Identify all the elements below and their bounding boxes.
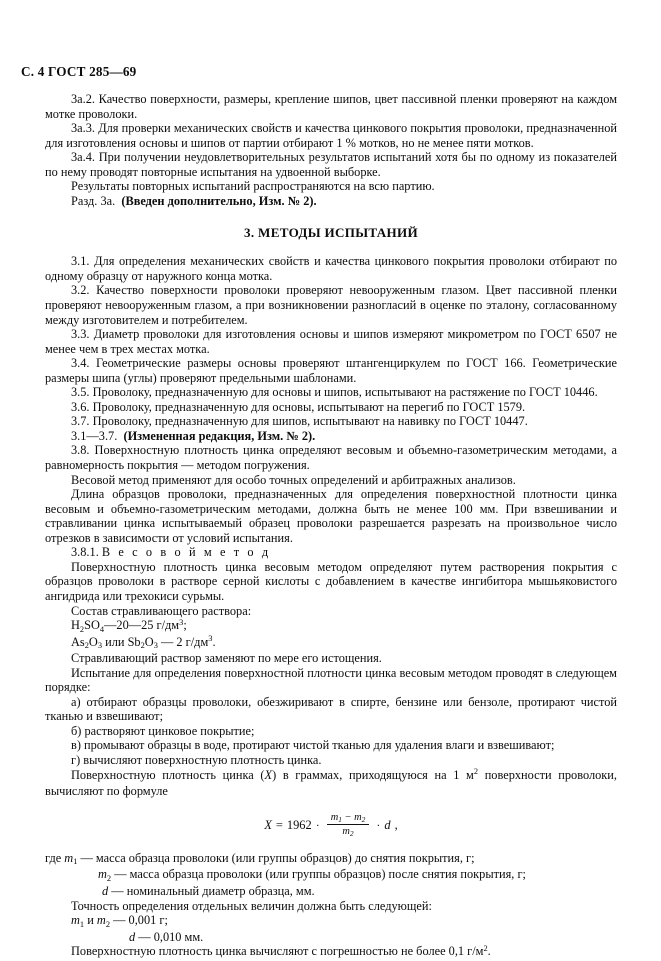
definition-m1-sub: 1 <box>73 857 78 867</box>
numerator-m1-sub: 1 <box>338 814 342 824</box>
paragraph-sample-length: Длина образцов проволоки, предназначенных для определения поверхностной плотности цинка весовым и объемно-газометрическим методами, должна быть не менее 100 мм. При взвешивании и стравливании цинка испытываемый образец проволоки разрешается разрезать на произвольное число отрезков в зависимости от условий испытания. <box>45 487 617 545</box>
chem2-a-prefix: As <box>71 634 85 649</box>
revision-note: (Измененная редакция, Изм. № 2). <box>123 428 316 443</box>
paragraph-3-7: 3.7. Проволоку, предназначенную для шипов, испытывают на навивку по ГОСТ 10447. <box>71 414 528 429</box>
denominator-sub: 2 <box>349 829 354 839</box>
definition-m2-var: m <box>98 867 107 882</box>
accuracy-conjunction: и <box>84 913 97 928</box>
definition-m1 <box>45 851 617 868</box>
paragraph-3-1: 3.1. Для определения механических свойств и качества цинкового покрытия проволоки отбирают по одному образцу от наружного конца мотка. <box>45 254 617 283</box>
paragraph-repeat-results: Результаты повторных испытаний распространяются на всю партию. <box>71 179 435 194</box>
chem1-prefix: H <box>71 618 80 633</box>
formula-comma: , <box>394 817 398 832</box>
list-item: в) промывают образцы в воде, протирают чистой тканью для удаления влаги и взвешивают; <box>71 738 555 753</box>
chem2-b-sub1: 2 <box>140 641 145 651</box>
paragraph-3a3: 3а.3. Для проверки механических свойств и качества цинкового покрытия проволоки, предназначенной для изготовления основы и шипов от партии отбирают 1 % мотков, но не менее пяти мотков. <box>45 121 617 150</box>
paragraph-3-3: 3.3. Диаметр проволоки для изготовления основы и шипов измеряют микрометром по ГОСТ 6507 не менее чем в трех местах мотка. <box>45 327 617 356</box>
definition-m2 <box>45 867 617 884</box>
formula-numerator <box>327 812 370 825</box>
formula-intro-variable: X <box>264 767 273 782</box>
formula-coefficient: 1962 <box>286 817 312 832</box>
page-header: С. 4 ГОСТ 285—69 <box>21 64 137 79</box>
chemical-formula-h2so4 <box>45 618 617 635</box>
accuracy-m1-m2 <box>45 913 617 930</box>
definition-m2-text: — масса образца проволоки (или группы образцов) после снятия покрытия, г; <box>111 867 526 882</box>
numerator-m2: m <box>354 811 362 823</box>
numerator-m2-sub: 2 <box>361 814 366 824</box>
accuracy-d-value: — 0,010 мм. <box>135 929 204 944</box>
paragraph-final-precision <box>45 944 617 961</box>
paragraph-3-2: 3.2. Качество поверхности проволоки проверяют невооруженным глазом. Цвет пассивной пленки проверяют невооруженным глазом, а при возникновении разногласий в оценке по эталону, согласованному между изготовителем и потребителем. <box>45 283 617 327</box>
paragraph-formula-intro <box>45 768 617 799</box>
chem2-a-sub2: 3 <box>97 641 103 651</box>
chem2-sup: 3 <box>208 634 213 644</box>
document-body <box>45 92 617 961</box>
paragraph-3-6: 3.6. Проволоку, предназначенную для основы, испытывают на перегиб по ГОСТ 1579. <box>71 399 526 414</box>
formula-intro-a: Поверхностную плотность цинка ( <box>71 767 265 782</box>
paragraph-solution-replacement: Стравливающий раствор заменяют по мере его истощения. <box>71 651 382 666</box>
formula-fraction <box>327 812 370 838</box>
definition-m1-text: — масса образца проволоки (или группы образцов) до снятия покрытия, г; <box>77 850 475 865</box>
formula-rhs-d: d <box>384 817 391 832</box>
subsection-number: 3.8.1. <box>71 545 99 560</box>
list-item: г) вычисляют поверхностную плотность цинка. <box>71 752 322 767</box>
chem2-b-mid: O <box>144 634 154 649</box>
accuracy-d <box>45 930 617 945</box>
accuracy-m1-sub: 1 <box>79 919 85 929</box>
final-text-a: Поверхностную плотность цинка вычисляют с погрешностью не более 0,1 г/м <box>71 944 484 959</box>
chem2-b-prefix: Sb <box>127 634 141 649</box>
chem1-sup: 3 <box>179 617 184 627</box>
paragraph-razd-3a-note <box>45 194 617 209</box>
where-prefix: где <box>45 850 65 865</box>
chem2-a-mid: O <box>88 634 98 649</box>
chem1-sub2: 4 <box>99 624 105 634</box>
paragraph-3-4: 3.4. Геометрические размеры основы проверяют штангенциркулем по ГОСТ 166. Геометрические размеры шипа (углы) проверяют предельными шаблонами. <box>45 356 617 385</box>
accuracy-m2-sub: 2 <box>105 919 110 929</box>
chem2-value: — 2 г/дм <box>157 634 209 649</box>
paragraph-solution-composition: Состав стравливающего раствора: <box>71 603 252 618</box>
definition-m2-sub: 2 <box>106 874 112 884</box>
chem2-tail: . <box>212 634 216 649</box>
numerator-minus: − <box>344 811 352 823</box>
section-heading-methods: 3. МЕТОДЫ ИСПЫТАНИЙ <box>244 225 418 241</box>
paragraph-3-5: 3.5. Проволоку, предназначенную для основы и шипов, испытывают на растяжение по ГОСТ 10446. <box>71 385 598 400</box>
definition-d <box>45 884 617 899</box>
definition-d-var: d <box>102 883 109 898</box>
display-formula-surface-density <box>45 812 617 838</box>
paragraph-3-8: 3.8. Поверхностную плотность цинка определяют весовым и объемно-газометрическим методами, а равномерность покрытия — методом погружения. <box>45 443 617 473</box>
list-item: б) растворяют цинковое покрытие; <box>71 723 255 738</box>
chem2-conj: или <box>102 634 128 649</box>
formula-dot-1: · <box>315 817 320 832</box>
paragraph-accuracy-intro: Точность определения отдельных величин должна быть следующей: <box>71 898 432 913</box>
formula-intro-sup: 2 <box>473 767 479 777</box>
accuracy-m2-var: m <box>96 913 106 928</box>
chem1-sub1: 2 <box>79 624 85 634</box>
chem1-mid: SO <box>84 618 100 633</box>
paragraph-3a4: 3а.4. При получении неудовлетворительных результатов испытаний хотя бы по одному из показателей по нему проводят повторные испытания на удвоенной выборке. <box>45 150 617 179</box>
subsection-title: В е с о в о й м е т о д <box>101 545 271 560</box>
formula-intro-c: поверхности проволоки, вычисляют по формуле <box>45 767 617 799</box>
chem1-tail: ; <box>183 618 187 633</box>
razd-note: (Введен дополнительно, Изм. № 2). <box>121 193 317 208</box>
razd-label: Разд. 3а. <box>71 193 116 208</box>
accuracy-m1-var: m <box>71 913 80 928</box>
paragraph-test-order: Испытание для определения поверхностной плотности цинка весовым методом проводят в следующем порядке: <box>45 665 617 695</box>
definition-d-text: — номинальный диаметр образца, мм. <box>108 883 315 898</box>
final-text-b: . <box>487 944 491 959</box>
denominator-m: m <box>342 826 350 838</box>
chem1-value: —20—25 г/дм <box>104 618 180 633</box>
revision-label: 3.1—3.7. <box>71 428 118 443</box>
definition-m1-var: m <box>64 850 74 865</box>
paragraph-weight-method-use: Весовой метод применяют для особо точных определений и арбитражных анализов. <box>71 472 516 487</box>
list-item: а) отбирают образцы проволоки, обезжиривают в спирте, бензине или бензоле, протирают чистой тканью и взвешивают; <box>45 694 617 724</box>
subsection-3-8-1-title <box>45 545 617 560</box>
accuracy-m-value: — 0,001 г; <box>110 913 168 928</box>
formula-dot-2: · <box>376 817 381 832</box>
formula-denominator <box>338 825 357 838</box>
final-sup: 2 <box>483 943 488 953</box>
paragraph-weight-method-intro: Поверхностную плотность цинка весовым методом определяют путем растворения покрытия с образцов проволоки в растворе серной кислоты с добавлением в качестве ингибитора мышьяковистого ангидрида или трехокиси сурьмы. <box>45 559 617 603</box>
accuracy-d-var: d <box>129 929 136 944</box>
chemical-formula-as2o3-sb2o3 <box>45 635 617 652</box>
formula-lhs: X <box>264 817 272 832</box>
formula-intro-b: ) в граммах, приходящуюся на 1 м <box>272 767 474 782</box>
chem2-b-sub2: 3 <box>153 641 158 651</box>
chem2-a-sub1: 2 <box>84 641 89 651</box>
formula-equals: = <box>275 817 283 832</box>
paragraph-revision-note <box>45 429 617 444</box>
formula-expression <box>264 812 397 838</box>
numerator-m1: m <box>330 811 339 823</box>
paragraph-3a2: 3а.2. Качество поверхности, размеры, крепление шипов, цвет пассивной пленки проверяют на каждом мотке проволоки. <box>45 92 617 121</box>
